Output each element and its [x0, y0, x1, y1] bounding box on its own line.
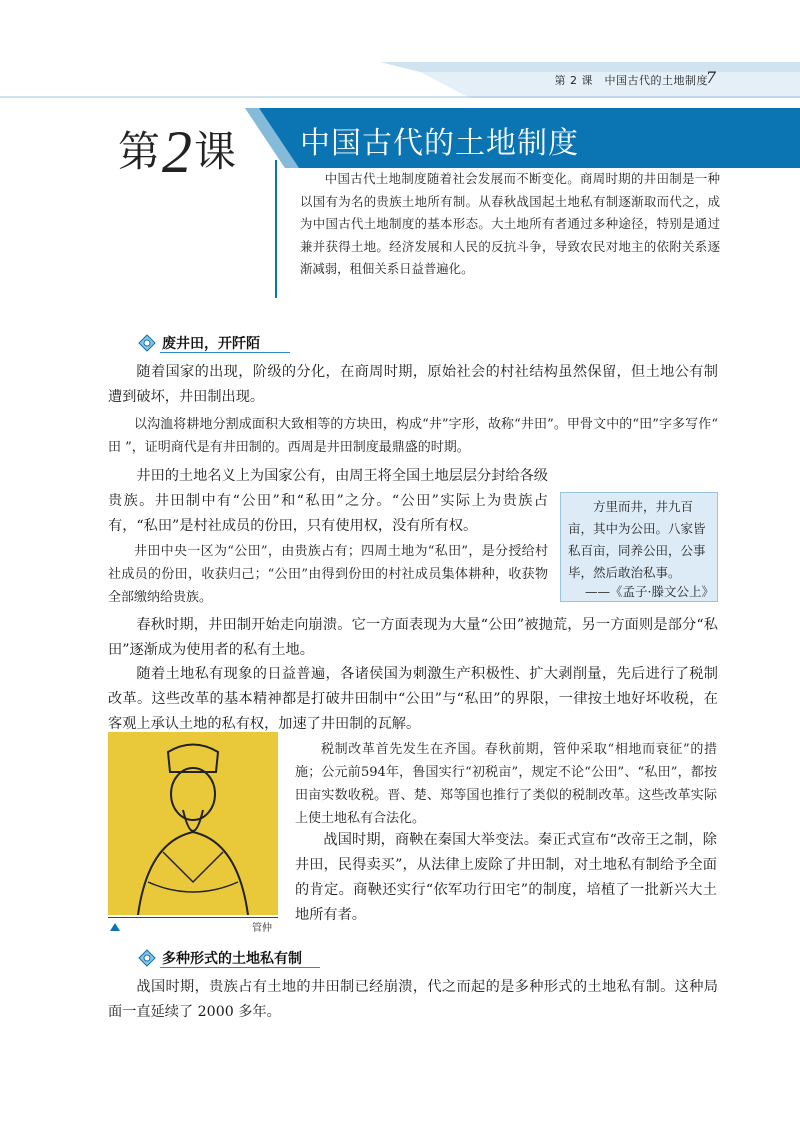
- section-underline-1: [160, 352, 290, 353]
- paragraph-4: 井田中央一区为“公田”，由贵族占有；四周土地为“私田”，是分授给村社成员的份田，收获归己；“公田”由得到份田的村社成员集体耕种，收获物全部缴纳给贵族。: [108, 544, 548, 605]
- section-heading-2: [138, 948, 302, 968]
- lesson-title: 中国古代的土地制度: [300, 126, 579, 161]
- paragraph-8: 战国时期，商鞅在秦国大举变法。秦正式宣布“改帝王之制，除井田，民得卖买”，从法律上废除了井田制，对土地私有制给予全面的肯定。商鞅还实行“依军功行田宅”的制度，培植了一批新兴大土地所有者。: [295, 832, 717, 923]
- paragraph-5: 春秋时期，井田制开始走向崩溃。它一方面表现为大量“公田”被抛荒，另一方面则是部分“私田”逐渐成为使用者的私有土地。: [108, 617, 718, 658]
- section-underline-2: [160, 967, 320, 968]
- lesson-number: [118, 118, 238, 187]
- lesson-number-digit: 2: [162, 119, 195, 185]
- paragraph-2: 以沟洫将耕地分割成面积大致相等的方块田，构成“井”字形，故称“井田”。甲骨文中的“田”字多写作“ 田 ”，证明商代是有井田制的。西周是井田制度最鼎盛的时期。: [108, 417, 718, 455]
- paragraph-6: 随着土地私有现象的日益普遍，各诸侯国为刺激生产积极性、扩大剥削量，先后进行了税制改革。这些改革的基本精神都是打破井田制中“公田”与“私田”的界限，一律按土地好坏收税，在客观上承认土地的私有权，加速了井田制的瓦解。: [108, 666, 718, 732]
- caption-triangle-icon: [110, 923, 120, 931]
- section-heading-1: [138, 333, 260, 353]
- paragraph-3: 井田的土地名义上为国家公有，由周王将全国土地层层分封给各级贵族。井田制中有“公田”和“私田”之分。“公田”实际上为贵族占有，“私田”是村社成员的份田，只有使用权，没有所有权。: [108, 468, 548, 534]
- diamond-flower-icon: [138, 334, 156, 352]
- guan-zhong-portrait: [108, 732, 278, 915]
- section-heading-1-text: 废井田，开阡陌: [162, 336, 260, 352]
- lesson-number-prefix: 第: [118, 127, 163, 176]
- figure-caption: 管仲: [252, 923, 272, 934]
- page-number: 7: [705, 68, 716, 87]
- diamond-flower-icon: [138, 949, 156, 967]
- quote-source: ——《孟子·滕文公上》: [585, 584, 714, 599]
- quote-text: 方里而井，井九百亩，其中为公田。八家皆私百亩，同养公田，公事毕，然后敢治私事。: [568, 499, 706, 580]
- paragraph-9: 战国时期，贵族占有土地的井田制已经崩溃，代之而起的是多种形式的土地私有制。这种局面一直延续了 2000 多年。: [108, 979, 718, 1020]
- intro-text: 中国古代土地制度随着社会发展而不断变化。商周时期的井田制是一种以国有为名的贵族土地所有制。从春秋战国起土地私有制逐渐取而代之，成为中国古代土地制度的基本形态。大土地所有者通过多种途径，特别是通过兼并获得土地。经济发展和人民的反抗斗争，导致农民对地主的依附关系逐渐减弱，租佃关系日益普遍化。: [300, 171, 720, 277]
- section-heading-2-text: 多种形式的土地私有制: [162, 951, 302, 967]
- running-head: 第 2 课 中国古代的土地制度: [554, 74, 708, 87]
- lesson-number-suffix: 课: [194, 127, 239, 176]
- paragraph-1: 随着国家的出现，阶级的分化，在商周时期，原始社会的村社结构虽然保留，但土地公有制遭到破坏，井田制出现。: [108, 364, 718, 405]
- paragraph-7: 税制改革首先发生在齐国。春秋前期，管仲采取“相地而衰征”的措施；公元前594年，鲁国实行“初税亩”，规定不论“公田”、“私田”，都按田亩实数收税。晋、楚、郑等国也推行了类似的税制改革。这些改革实际上使土地私有合法化。: [295, 742, 717, 826]
